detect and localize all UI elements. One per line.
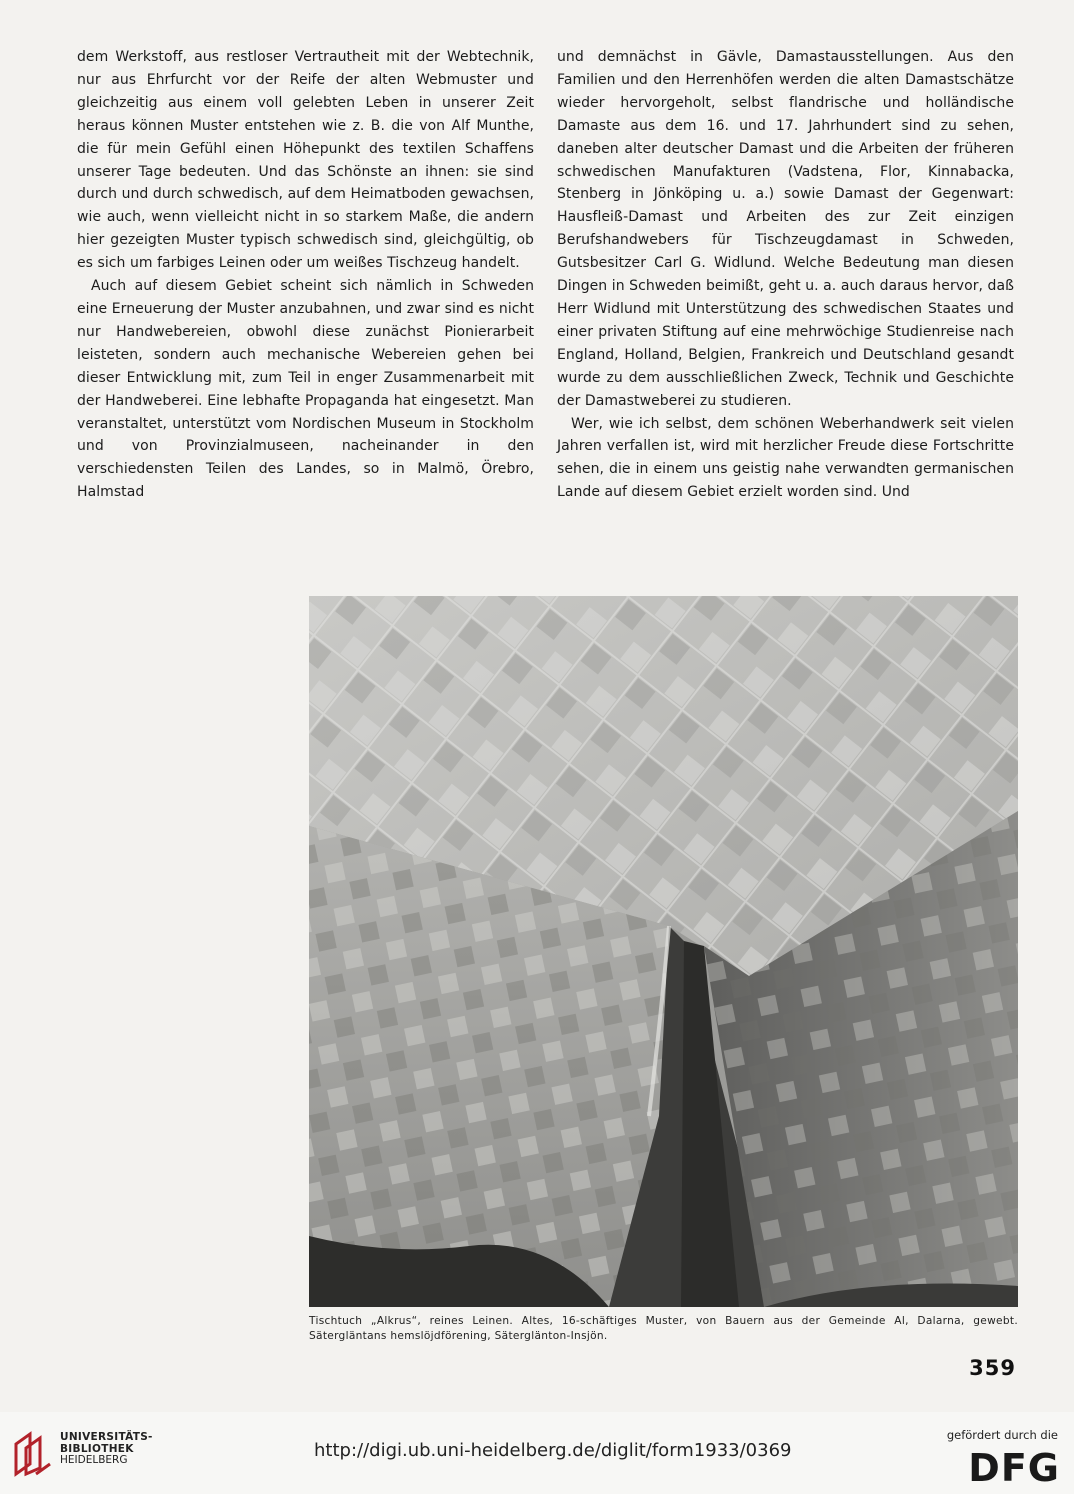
paragraph: Wer, wie ich selbst, dem schönen Weberhandwerk seit vielen Jahren verfallen ist, wird mit herzlicher Freude diese Fortschritte sehen, die in einem uns geistig nahe verwandten germanischen Lande auf diesem Gebiet erzielt worden sind. Und <box>557 415 1014 501</box>
page-number: 359 <box>969 1356 1016 1380</box>
paragraph: Auch auf diesem Gebiet scheint sich nämlich in Schweden eine Erneuerung der Muster anzubahnen, und zwar sind es nicht nur Handwebereien, obwohl diese zunächst Pionierarbeit leisteten, sondern auch mechanische Webereien gehen bei dieser Entwicklung mit, zum Teil in enger Zusammenarbeit mit der Handweberei. Eine lebhafte Propaganda hat eingesetzt. Man veranstaltet, unterstützt vom Nordischen Museum in Stockholm und von Provinzialmuseen, nacheinander in den verschiedensten Teilen des Landes, so in Malmö, Örebro, Halmstad <box>77 278 534 501</box>
library-name-line: BIBLIOTHEK <box>60 1442 134 1455</box>
funding-note: gefördert durch die <box>946 1428 1058 1442</box>
footer-bar <box>0 1412 1074 1494</box>
library-name-line: UNIVERSITÄTS- <box>60 1431 153 1443</box>
figure-caption: Tischtuch „Alkrus“, reines Leinen. Altes, 16-schäftiges Muster, von Bauern aus der Gemeinde Al, Dalarna, gewebt. Sätergläntans hemslöjdförening, Säterglänton-Insjön. <box>309 1315 1018 1342</box>
paragraph: dem Werkstoff, aus restloser Vertrautheit mit der Webtechnik, nur aus Ehrfurcht vor der Reife der alten Webmuster und gleichzeitig aus einem voll gelebten Leben in unserer Zeit heraus können Muster entstehen wie z. B. die von Alf Munthe, die für mein Gefühl einen Höhepunkt des textilen Schaffens unserer Tage bedeuten. Und das Schönste an ihnen: sie sind durch und durch schwedisch, auf dem Heimatboden gewachsen, wie auch, wenn vielleicht nicht in so starkem Maße, die andern hier gezeigten Muster typisch schwedisch sind, gleichgültig, ob es sich um farbiges Leinen oder um weißes Tischzeug handelt. <box>77 49 534 272</box>
paragraph: und demnächst in Gävle, Damastausstellungen. Aus den Familien und den Herrenhöfen werden die alten Damastschätze wieder hervorgeholt, selbst flandrische und holländische Damaste aus dem 16. und 17. Jahrhundert sind zu sehen, daneben alter deutscher Damast und die Arbeiten der früheren schwedischen Manufakturen (Vadstena, Flor, Kinnabacka, Stenberg in Jönköping u. a.) sowie Damast der Gegenwart: Hausfleiß-Damast und Arbeiten des zur Zeit einzigen Berufshandwebers für Tischzeugdamast in Schweden, Gutsbesitzer Carl G. Widlund. Welche Bedeutung man diesen Dingen in Schweden beimißt, geht u. a. auch daraus hervor, daß Herr Widlund mit Unterstützung des schwedischen Staates und einer privaten Stiftung auf eine mehrwöchige Studienreise nach England, Holland, Belgien, Frankreich und Deutschland gesandt wurde zu dem ausschließlichen Zweck, Technik und Geschichte der Damastweberei zu studieren. <box>557 49 1014 409</box>
dfg-logo: DFG <box>968 1446 1060 1490</box>
permalink-url[interactable]: http://digi.ub.uni-heidelberg.de/diglit/form1933/0369 <box>314 1440 792 1461</box>
left-text-column <box>77 46 534 504</box>
tablecloth-photo <box>309 596 1018 1307</box>
right-text-column <box>557 46 1014 504</box>
tablecloth-illustration <box>309 596 1018 1307</box>
library-name <box>60 1432 153 1467</box>
library-logo-icon <box>12 1430 54 1482</box>
library-name-line: HEIDELBERG <box>60 1454 128 1466</box>
